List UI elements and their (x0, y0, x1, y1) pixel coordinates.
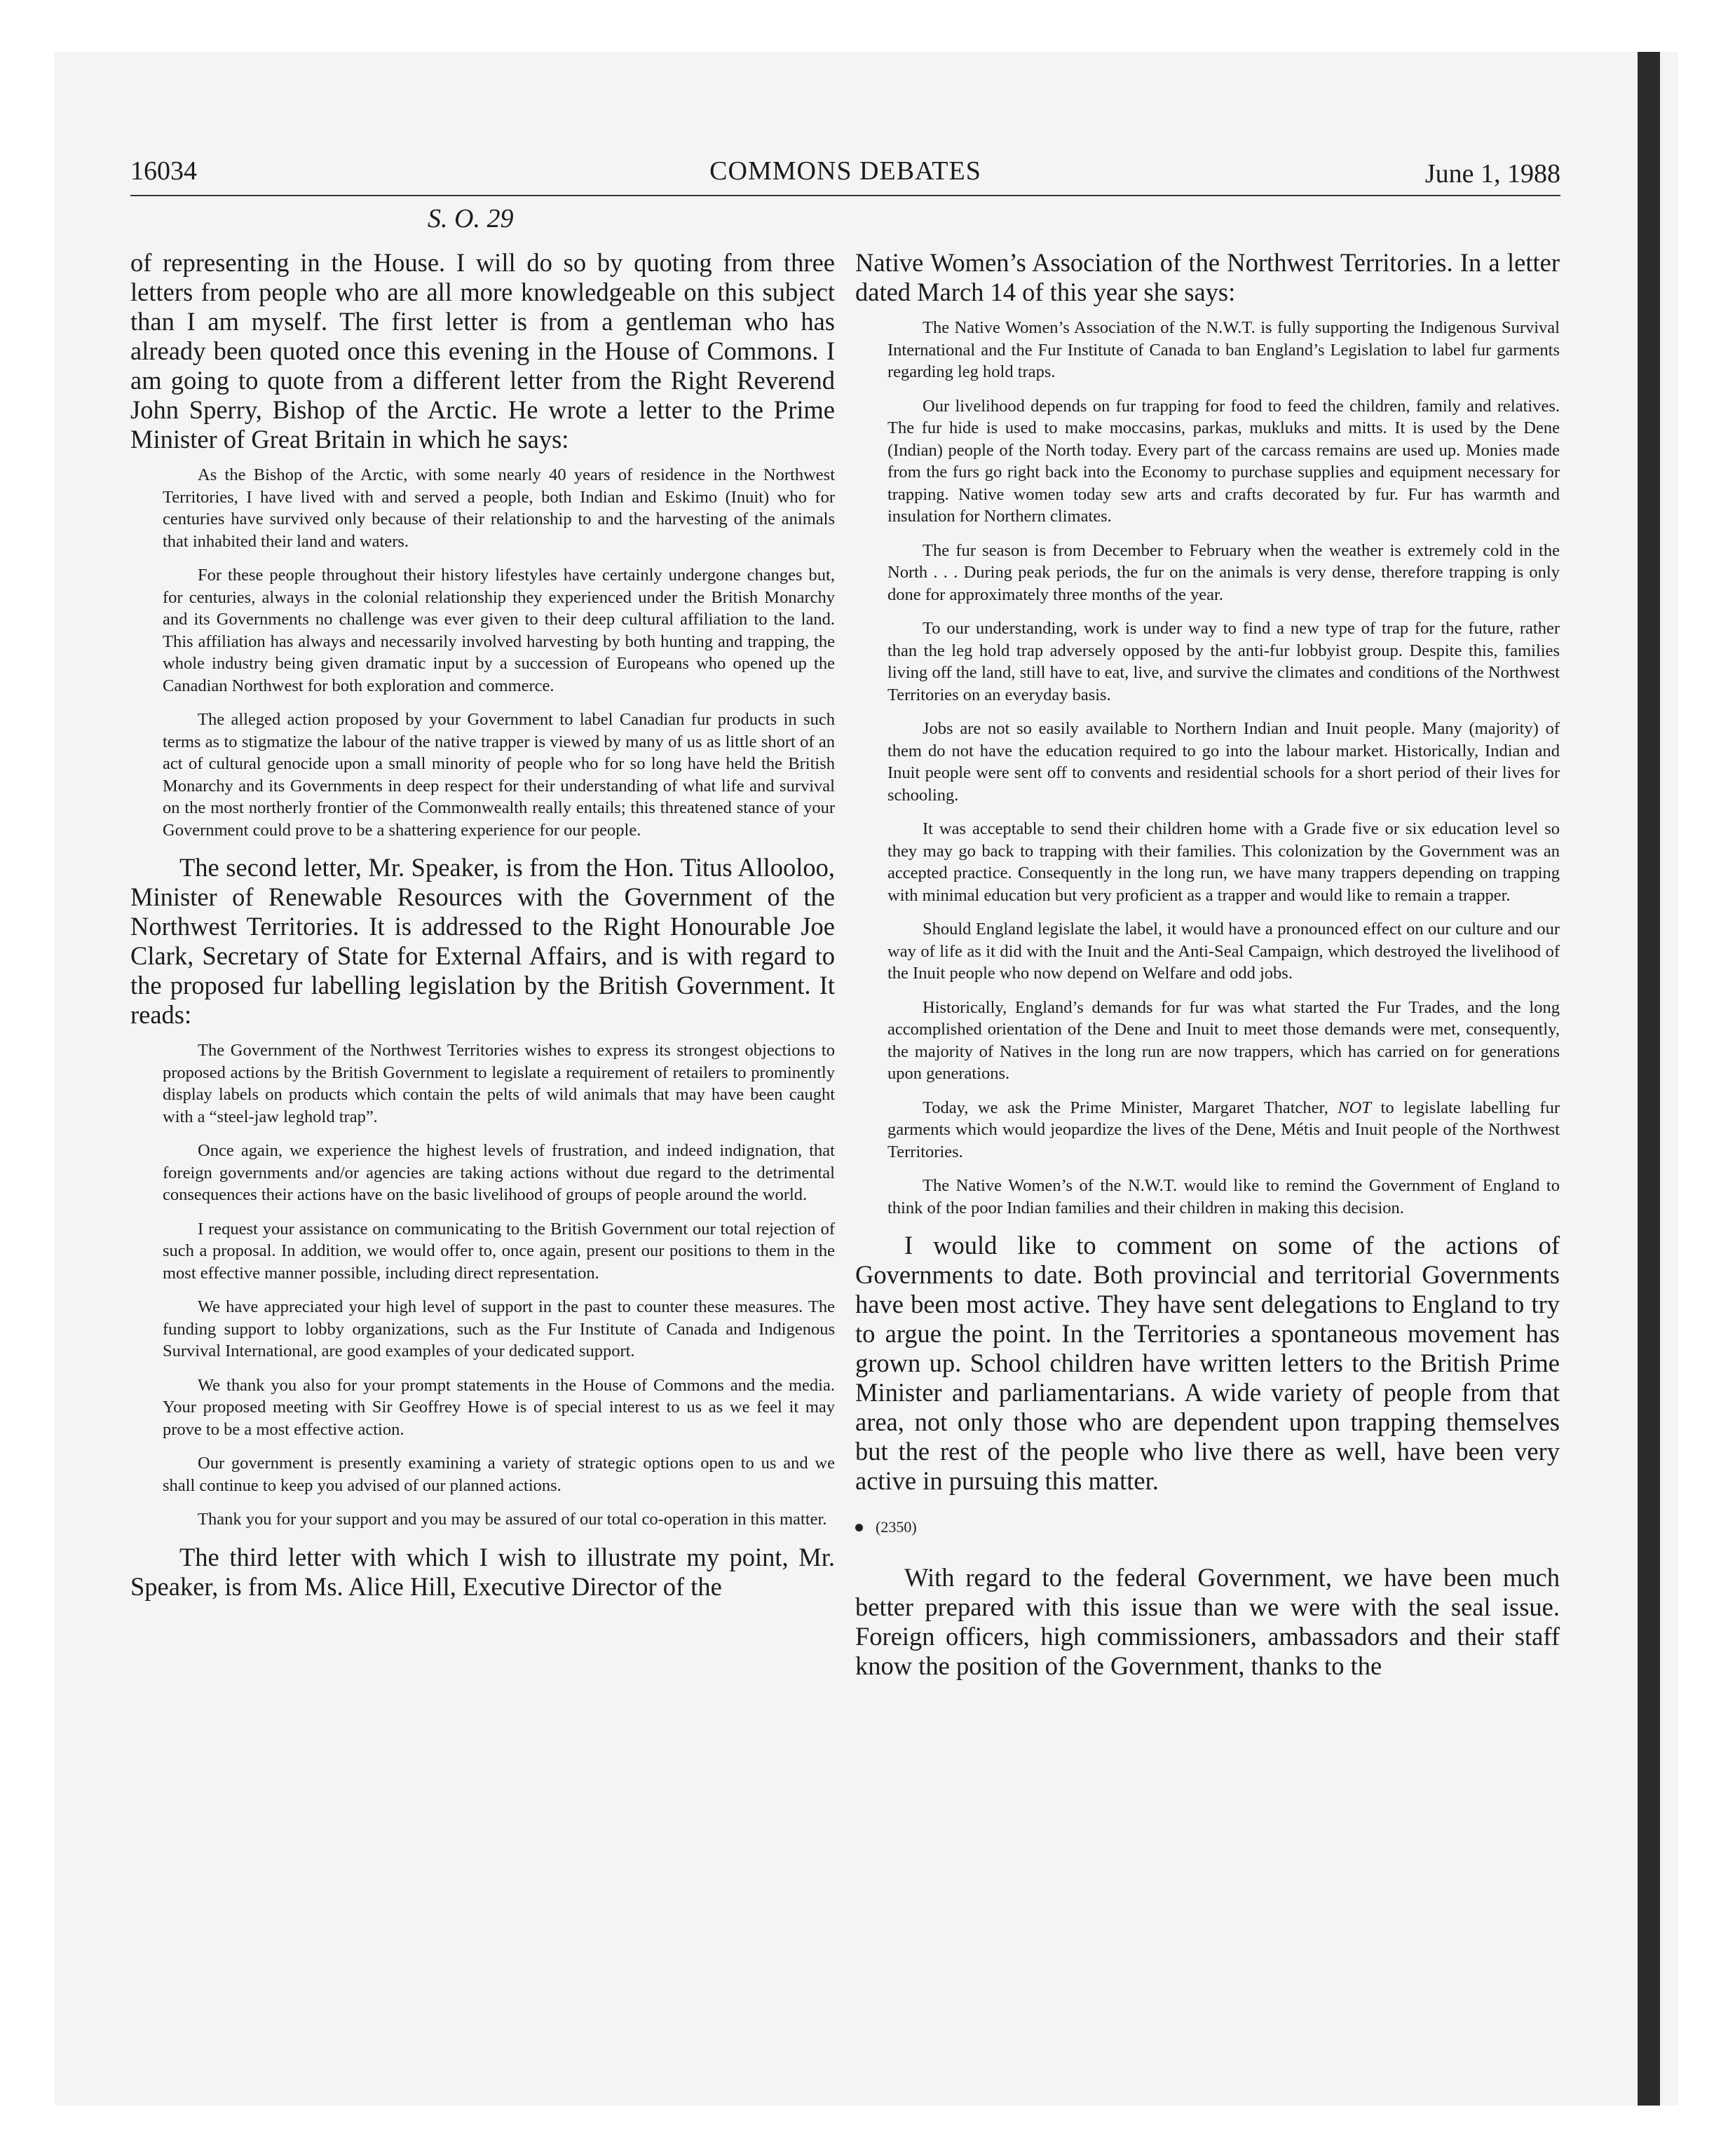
quote-paragraph: Thank you for your support and you may be assured of our total co-operation in this matter. (198, 1510, 827, 1529)
publication-title: COMMONS DEBATES (709, 156, 981, 186)
quote-paragraph: Historically, England’s demands for fur was what started the Fur Trades, and the long accomplished orientation of the Dene and Inuit to meet those demands were met, consequently, the majority of Natives in the long run are now trappers, which has carried on for generations upon generations. (887, 997, 1560, 1083)
paragraph: I would like to comment on some of the actions of Governments to date. Both provincial and territorial Governments have been most active. They have sent delegations to England to try to argue the point. In the Territories a spontaneous movement has grown up. School children have written letters to the British Prime Minister and parliamentarians. A wide variety of people from that area, not only those who are dependent upon trapping themselves but the rest of the people who live there as well, have been very active in pursuing this matter. (855, 1231, 1560, 1495)
quote-paragraph: I request your assistance on communicating to the British Government our total rejection of such a proposal. In addition, we would offer to, once again, present our positions to them in the most effective manner possible, including direct representation. (163, 1219, 835, 1283)
right-column (855, 248, 1560, 1691)
quote-paragraph: The Native Women’s of the N.W.T. would like to remind the Government of England to think of the poor Indian families and their children in making this decision. (887, 1176, 1560, 1217)
quote-paragraph: Our government is presently examining a variety of strategic options open to us and we shall continue to keep you advised of our planned actions. (163, 1454, 835, 1495)
quote-text: Today, we ask the Prime Minister, Margaret Thatcher, (923, 1098, 1338, 1117)
page-date: June 1, 1988 (1424, 159, 1560, 189)
left-column (130, 248, 835, 1611)
paragraph: Native Women’s Association of the Northwest Territories. In a letter dated March 14 of this year she says: (855, 248, 1560, 306)
quote-paragraph: The Native Women’s Association of the N.W.T. is fully supporting the Indigenous Survival International and the Fur Institute of Canada to ban England’s Legislation to label fur garments regarding leg hold traps. (887, 318, 1560, 381)
quote-paragraph: The Government of the Northwest Territories wishes to express its strongest objections to proposed actions by the British Government to legislate a requirement of retailers to prominently display labels on products which contain the pelts of wild animals that may have been caught with a “steel-jaw leghold trap”. (163, 1041, 835, 1126)
paragraph: The second letter, Mr. Speaker, is from the Hon. Titus Allooloo, Minister of Renewable Resources with the Government of the Northwest Territories. It is addressed to the Right Honourable Joe Clark, Secretary of State for External Affairs, and is with regard to the proposed fur labelling legislation by the British Government. It reads: (130, 853, 835, 1029)
page-number: 16034 (130, 156, 197, 186)
paragraph: With regard to the federal Government, we have been much better prepared with this issue than we were with the seal issue. Foreign officers, high commissioners, ambassadors and their staff know the position of the Government, thanks to the (855, 1563, 1560, 1680)
quote-paragraph: To our understanding, work is under way to find a new type of trap for the future, rather than the leg hold trap adversely opposed by the anti-fur lobbyist group. Despite this, families living off the land, still have to eat, live, and survive the climates and conditions of the Northwest Territories on an everyday basis. (887, 619, 1560, 704)
quote-text: to legislate labelling fur garments which would jeopardize the lives of the Dene, Métis and Inuit people of the Northwest Territories. (887, 1098, 1560, 1161)
paragraph: The third letter with which I wish to illustrate my point, Mr. Speaker, is from Ms. Alice Hill, Executive Director of the (130, 1542, 835, 1601)
bullet-icon (855, 1524, 863, 1531)
quote-paragraph: For these people throughout their history lifestyles have certainly undergone changes but, for centuries, always in the colonial relationship they experienced under the British Monarchy and its Governments no challenge was ever given to their deep cultural affiliation to the land. This affiliation has always and necessarily involved harvesting by both hunting and trapping, the whole industry being given dramatic input by a succession of Europeans who opened up the Canadian Northwest for both exploration and commerce. (163, 566, 835, 695)
paragraph: of representing in the House. I will do so by quoting from three letters from people who are all more knowledgeable on this subject than I am myself. The first letter is from a gentleman who has already been quoted once this evening in the House of Commons. I am going to quote from a different letter from the Right Reverend John Sperry, Bishop of the Arctic. He wrote a letter to the Prime Minister of Great Britain in which he says: (130, 248, 835, 453)
quote-paragraph: Jobs are not so easily available to Northern Indian and Inuit people. Many (majority) of them do not have the education required to go into the labour market. Historically, Indian and Inuit people were sent off to convents and residential schools for a short period of their lives for schooling. (887, 719, 1560, 805)
section-reference: S. O. 29 (428, 204, 514, 233)
quote-paragraph: We thank you also for your prompt statements in the House of Commons and the media. Your proposed meeting with Sir Geoffrey Howe is of special interest to us as we feel it may prove to be a most effective action. (163, 1375, 835, 1439)
quote-paragraph: As the Bishop of the Arctic, with some nearly 40 years of residence in the Northwest Territories, I have lived with and served a people, both Indian and Eskimo (Inuit) who for centuries have survived only because of their relationship to and the harvesting of the animals that inhabited their land and waters. (163, 465, 835, 551)
quote-paragraph: The alleged action proposed by your Government to label Canadian fur products in such terms as to stigmatize the labour of the native trapper is viewed by many of us as little short of an act of cultural genocide upon a small minority of people who for so long have held the British Monarchy and its Governments in deep respect for their understanding of what life and survival on the most northerly frontier of the Commonwealth really entails; this threatened stance of your Government could prove to be a shattering experience for our people. (163, 710, 835, 840)
page-header (130, 156, 1560, 196)
quote-paragraph: The fur season is from December to February when the weather is extremely cold in the North . . . During peak periods, the fur on the animals is very dense, therefore trapping is only done for approximately three months of the year. (887, 540, 1560, 604)
quote-paragraph: It was acceptable to send their children home with a Grade five or six education level so they may go back to trapping with their families. This colonization by the Government was an accepted practice. Consequently in the long run, we have many trappers depending on trapping with minimal education but very proficient as a trapper and would like to remain a trapper. (887, 819, 1560, 905)
scan-edge-shadow (1638, 52, 1660, 2106)
quote-paragraph: Should England legislate the label, it would have a pronounced effect on our culture and our way of life as it did with the Inuit and the Anti-Seal Campaign, which destroyed the livelihood of the Inuit people who now depend on Welfare and odd jobs. (887, 920, 1560, 983)
emphasis-text: NOT (1338, 1098, 1372, 1117)
quote-paragraph: Our livelihood depends on fur trapping for food to feed the children, family and relatives. The fur hide is used to make moccasins, parkas, mukluks and mitts. It is used by the Dene (Indian) people of the North today. Every part of the carcass remains are used up. Monies made from the furs go right back into the Economy to purchase supplies and equipment necessary for trapping. Native women today sew arts and crafts decorated by fur. Fur has warmth and insulation for Northern climates. (887, 396, 1560, 526)
quote-paragraph: We have appreciated your high level of support in the past to counter these measures. The funding support to lobby organizations, such as the Fur Institute of Canada and Indigenous Survival International, are good examples of your dedicated support. (163, 1297, 835, 1360)
quote-paragraph (855, 1097, 1560, 1164)
quote-paragraph: Once again, we experience the highest levels of frustration, and indeed indignation, that foreign governments and/or agencies are taking actions without due regard to the detrimental consequences their actions have on the basic livelihood of groups of people around the world. (163, 1141, 835, 1204)
time-marker-text: (2350) (876, 1518, 917, 1536)
time-marker (855, 1518, 1560, 1536)
